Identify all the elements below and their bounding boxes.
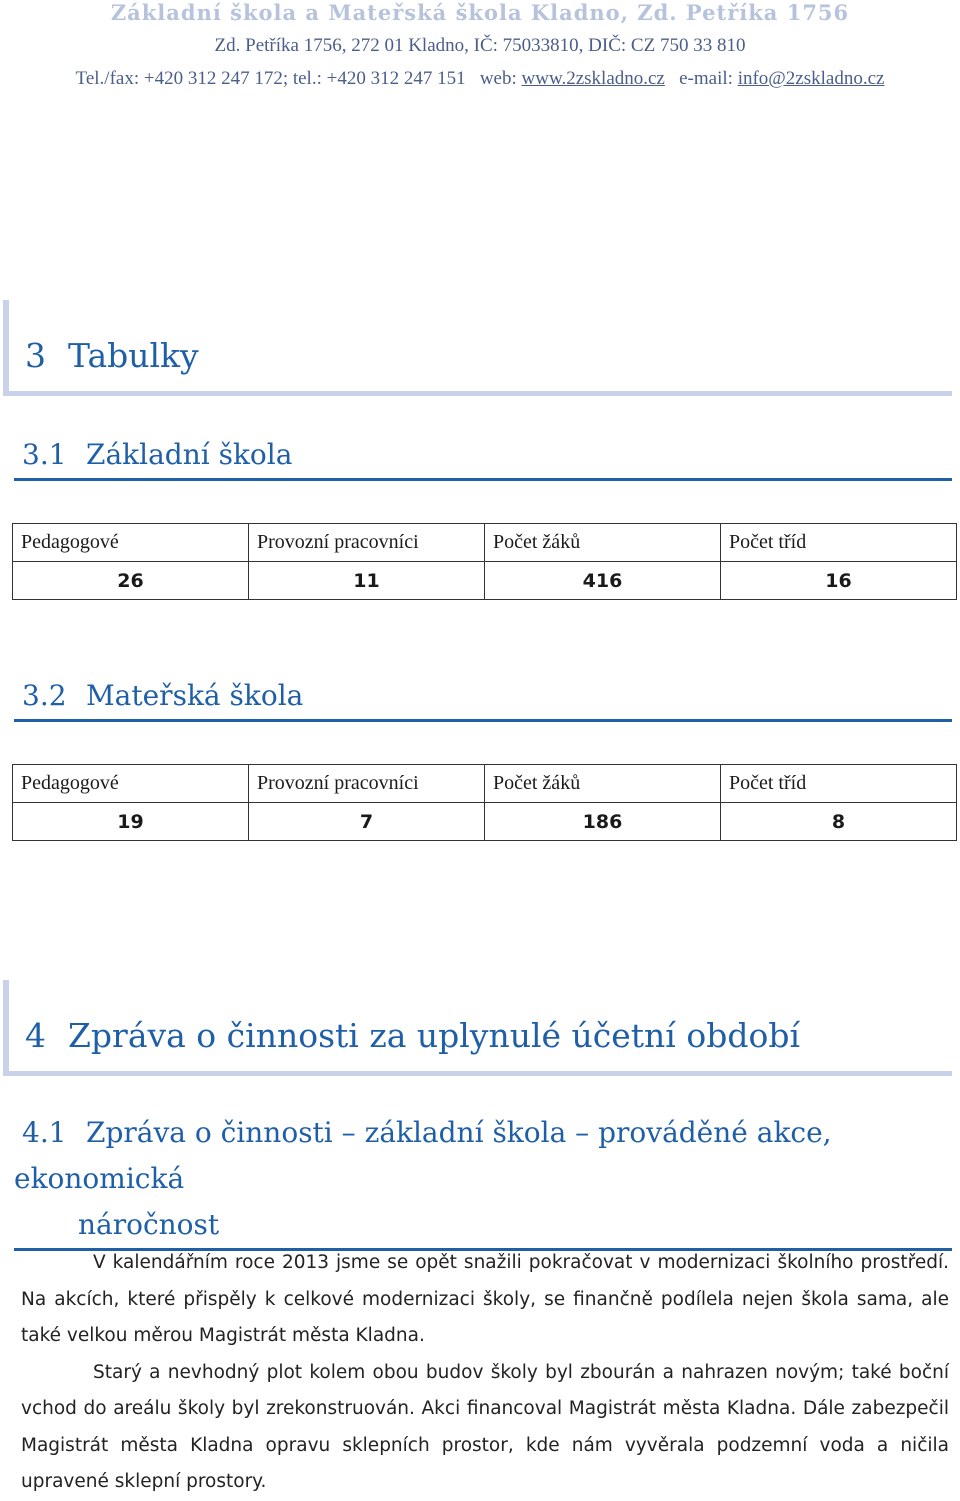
- subheading-materska-skola: [14, 673, 952, 722]
- value-pedagogove: 26: [13, 562, 249, 600]
- value-pocet-trid: 16: [721, 562, 957, 600]
- email-label: e-mail:: [664, 68, 738, 89]
- report-body: [21, 1245, 949, 1501]
- subheading-title: Základní škola: [86, 438, 293, 471]
- table-header-row: [13, 765, 957, 803]
- col-pocet-trid: Počet tříd: [721, 524, 957, 562]
- subheading-zprava-zakladni-skola: [14, 1110, 952, 1251]
- table-row: [13, 803, 957, 841]
- subheading-title-line1: Zpráva o činnosti – základní škola – prováděné akce, ekonomická: [14, 1116, 832, 1195]
- value-provozni-pracovnici: 11: [249, 562, 485, 600]
- value-pocet-zaku: 186: [485, 803, 721, 841]
- subheading-number: 3.1: [22, 438, 67, 471]
- table-materska-skola: [12, 764, 957, 841]
- heading-number: 3: [25, 336, 46, 375]
- heading-title: Tabulky: [68, 336, 199, 375]
- col-provozni-pracovnici: Provozní pracovníci: [249, 765, 485, 803]
- email-link[interactable]: info@2zskladno.cz: [737, 68, 885, 89]
- value-pocet-trid: 8: [721, 803, 957, 841]
- subheading-number: 4.1: [22, 1116, 67, 1149]
- heading-zprava-o-cinnosti: [3, 980, 952, 1076]
- paragraph: Starý a nevhodný plot kolem obou budov školy byl zbourán a nahrazen novým; také boční vchod do areálu školy byl zrekonstruován. Akci financoval Magistrát města Kladna. Dále zabezpečil Magistrát města Kladna opravu sklepních prostor, kde nám vyvěrala podzemní voda a ničila upravené sklepní prostory.: [21, 1361, 949, 1492]
- subheading-title: Mateřská škola: [86, 679, 304, 712]
- heading-tabulky: [3, 300, 952, 396]
- heading-title: Zpráva o činnosti za uplynulé účetní období: [68, 1016, 801, 1055]
- col-pocet-zaku: Počet žáků: [485, 524, 721, 562]
- col-pedagogove: Pedagogové: [13, 524, 249, 562]
- school-name: Základní škola a Mateřská škola Kladno, Zd. Petříka 1756: [110, 0, 850, 25]
- col-pocet-trid: Počet tříd: [721, 765, 957, 803]
- col-provozni-pracovnici: Provozní pracovníci: [249, 524, 485, 562]
- value-pedagogove: 19: [13, 803, 249, 841]
- table-zakladni-skola: [12, 523, 957, 600]
- table-header-row: [13, 524, 957, 562]
- paragraph: V kalendářním roce 2013 jsme se opět snažili pokračovat v modernizaci školního prostředí. Na akcích, které přispěly k celkové modernizaci školy, se finančně podílela nejen škola sama, ale také velkou měrou Magistrát města Kladna.: [21, 1252, 949, 1346]
- contact-phones: Tel./fax: +420 312 247 172; tel.: +420 312 247 151 web:: [75, 68, 522, 89]
- school-address: Zd. Petříka 1756, 272 01 Kladno, IČ: 75033810, DIČ: CZ 750 33 810: [214, 35, 746, 56]
- subheading-zakladni-skola: [14, 432, 952, 481]
- col-pedagogove: Pedagogové: [13, 765, 249, 803]
- value-provozni-pracovnici: 7: [249, 803, 485, 841]
- school-contact: [0, 68, 960, 90]
- web-link[interactable]: www.2zskladno.cz: [521, 68, 665, 89]
- col-pocet-zaku: Počet žáků: [485, 765, 721, 803]
- heading-number: 4: [25, 1016, 46, 1055]
- table-row: [13, 562, 957, 600]
- value-pocet-zaku: 416: [485, 562, 721, 600]
- subheading-title-line2: náročnost: [78, 1208, 220, 1241]
- subheading-number: 3.2: [22, 679, 67, 712]
